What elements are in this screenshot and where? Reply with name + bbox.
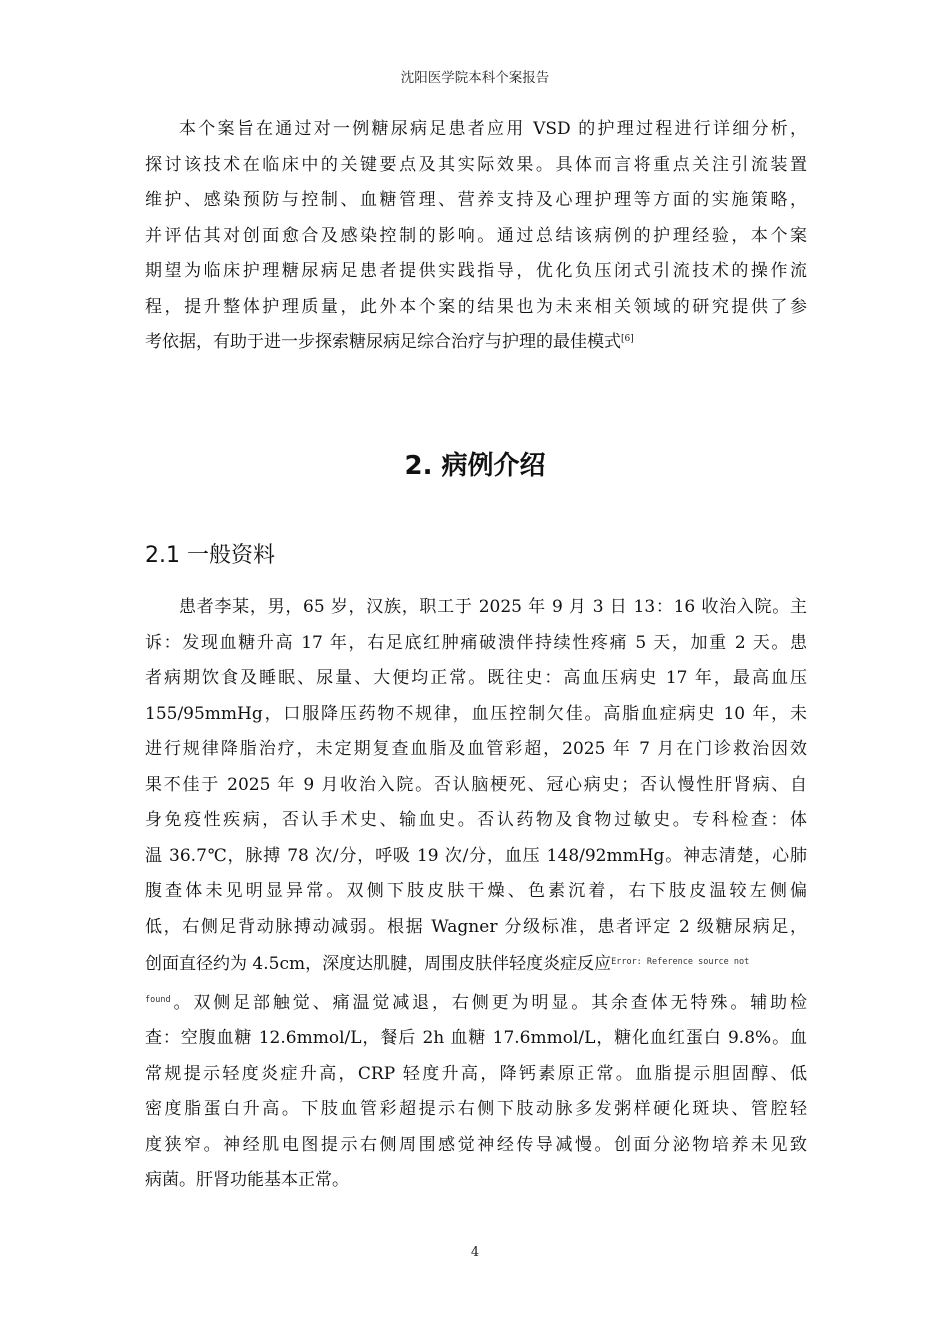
text-line-content: 创面直径约为 4.5cm，深度达肌腱，周围皮肤伴轻度炎症反应 bbox=[145, 954, 612, 974]
case-paragraph bbox=[145, 590, 807, 1199]
text-line: 155/95mmHg，口服降压药物不规律，血压控制欠佳。高脂血症病史 10 年，未 bbox=[145, 703, 807, 724]
citation-ref[interactable]: [6] bbox=[621, 334, 634, 344]
reference-error-text: found bbox=[145, 994, 171, 1005]
intro-paragraph bbox=[145, 112, 807, 361]
subsection-heading: 2.1 一般资料 bbox=[145, 543, 275, 568]
text-line: 果不佳于 2025 年 9 月收治入院。否认脑梗死、冠心病史；否认慢性肝肾病、自 bbox=[145, 774, 807, 795]
text-line: 期望为临床护理糖尿病足患者提供实践指导，优化负压闭式引流技术的操作流 bbox=[145, 261, 807, 281]
text-line: 低，右侧足背动脉搏动减弱。根据 Wagner 分级标准，患者评定 2 级糖尿病足， bbox=[145, 916, 807, 937]
page-header: 沈阳医学院本科个案报告 bbox=[400, 70, 550, 86]
text-line-last bbox=[145, 325, 807, 361]
text-line bbox=[145, 983, 807, 1022]
text-line: 者病期饮食及睡眠、尿量、大便均正常。既往史：高血压病史 17 年，最高血压 bbox=[145, 668, 807, 688]
text-line-content: 。双侧足部触觉、痛温觉减退，右侧更为明显。其余查体无特殊。辅助检 bbox=[170, 992, 807, 1013]
text-line: 本个案旨在通过对一例糖尿病足患者应用 VSD 的护理过程进行详细分析， bbox=[179, 119, 807, 139]
text-line: 常规提示轻度炎症升高，CRP 轻度升高，降钙素原正常。血脂提示胆固醇、低 bbox=[145, 1063, 807, 1084]
text-line: 腹查体未见明显异常。双侧下肢皮肤干燥、色素沉着，右下肢皮温较左侧偏 bbox=[145, 881, 807, 901]
text-line-last: 病菌。肝肾功能基本正常。 bbox=[145, 1170, 349, 1190]
text-line: 维护、感染预防与控制、血糖管理、营养支持及心理护理等方面的实施策略， bbox=[145, 190, 807, 210]
reference-error-text: Error: Reference source not bbox=[611, 957, 750, 967]
text-line: 并评估其对创面愈合及感染控制的影响。通过总结该病例的护理经验，本个案 bbox=[145, 225, 807, 246]
text-line: 温 36.7℃，脉搏 78 次/分，呼吸 19 次/分，血压 148/92mmHg。神志清楚，心肺 bbox=[145, 845, 807, 866]
text-line: 程，提升整体护理质量，此外本个案的结果也为未来相关领域的研究提供了参 bbox=[145, 296, 807, 317]
section-heading: 2. 病例介绍 bbox=[404, 451, 546, 481]
text-line-content: 考依据，有助于进一步探索糖尿病足综合治疗与护理的最佳模式 bbox=[145, 332, 621, 352]
text-line: 度狭窄。神经肌电图提示右侧周围感觉神经传导减慢。创面分泌物培养未见致 bbox=[145, 1134, 807, 1155]
text-line bbox=[145, 945, 807, 983]
text-line: 查：空腹血糖 12.6mmol/L，餐后 2h 血糖 17.6mmol/L，糖化血红蛋白 9.8%。血 bbox=[145, 1028, 807, 1048]
text-line: 诉：发现血糖升高 17 年，右足底红肿痛破溃伴持续性疼痛 5 天，加重 2 天。患 bbox=[145, 632, 807, 653]
text-line: 进行规律降脂治疗，未定期复查血脂及血管彩超，2025 年 7 月在门诊救治因效 bbox=[145, 739, 807, 759]
text-line: 探讨该技术在临床中的关键要点及其实际效果。具体而言将重点关注引流装置 bbox=[145, 154, 807, 175]
text-line: 密度脂蛋白升高。下肢血管彩超提示右侧下肢动脉多发粥样硬化斑块、管腔轻 bbox=[145, 1099, 807, 1119]
page-number: 4 bbox=[470, 1245, 480, 1260]
text-line: 身免疫性疾病，否认手术史、输血史。否认药物及食物过敏史。专科检查：体 bbox=[145, 810, 807, 830]
text-line: 患者李某，男，65 岁，汉族，职工于 2025 年 9 月 3 日 13：16 收治入院。主 bbox=[179, 597, 807, 617]
